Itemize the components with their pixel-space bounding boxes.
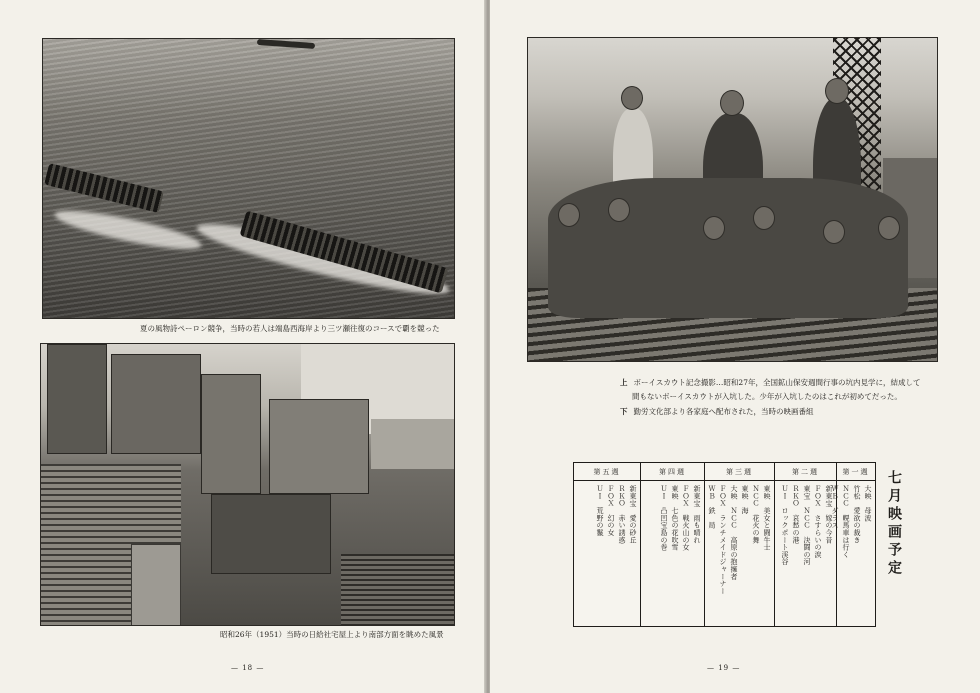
boat-race-caption: 夏の風物詩ペーロン競争，当時の若人は端島西海岸より三ツ瀬往復のコースで覇を競った <box>140 324 440 333</box>
movie-entry: 東映 海 <box>741 485 749 515</box>
week-entries <box>780 485 833 623</box>
movie-entry: 竹松 愛欲の裁き <box>853 485 861 544</box>
upper-caption-line-1 <box>620 377 920 389</box>
building <box>269 399 369 494</box>
head <box>823 220 845 244</box>
head <box>753 206 775 230</box>
movie-entry: ＦＯＸ 戦火山の女 <box>682 485 690 551</box>
movie-entry: ＲＫＯ 哀愁の港 <box>792 485 800 544</box>
week-entries <box>595 485 637 623</box>
movie-entry: ＦＯＸ さすらいの涙 <box>814 485 822 558</box>
page-number-left: — 18 — <box>231 664 265 672</box>
boy-scouts-photo <box>527 37 938 362</box>
head <box>878 216 900 240</box>
schedule-title: 七月映画予定 <box>886 470 902 578</box>
head <box>703 216 725 240</box>
building <box>111 354 201 454</box>
week-column <box>640 463 704 626</box>
lower-caption <box>620 406 814 418</box>
head <box>558 203 580 227</box>
movie-entry: 大映 母波 <box>864 485 872 522</box>
week-label: 第二週 <box>775 463 836 481</box>
caption-mark-lower: 下 <box>620 407 628 416</box>
movie-entry: ＷＢ 鉄 局 <box>708 485 716 529</box>
movie-entry: ＷＢ ダラス <box>831 485 839 529</box>
head <box>608 198 630 222</box>
movie-entry: ＮＣＣ 幌馬車は行く <box>842 485 850 558</box>
head <box>720 90 744 116</box>
movie-entry: 東映 七色の花吹雪 <box>671 485 679 551</box>
week-label: 第一週 <box>837 463 875 481</box>
movie-entry: 大映 ＮＣＣ 高原の抱擁者 <box>730 485 738 580</box>
week-column <box>704 463 774 626</box>
movie-entry: ＵＩ 荒野の鬣 <box>596 485 604 537</box>
movie-schedule-table <box>573 462 876 627</box>
week-label: 第五週 <box>574 463 640 481</box>
rooftop-parapet <box>131 544 181 626</box>
week-entries <box>830 485 872 623</box>
movie-entry: 東宝 ＮＣＣ 決闘の河 <box>803 485 811 566</box>
week-column <box>574 463 640 626</box>
building <box>211 494 331 574</box>
boat-wake <box>52 204 203 257</box>
week-entries <box>659 485 701 623</box>
rowing-boat <box>44 163 164 213</box>
week-label: 第四週 <box>641 463 704 481</box>
scout-group <box>548 178 908 318</box>
movie-entry: ＦＯＸ 幻の女 <box>607 485 615 537</box>
townscape-caption: 昭和26年（1951）当時の日給社宅屋上より南部方面を眺めた風景 <box>220 630 444 639</box>
week-entries <box>707 485 771 623</box>
sea <box>371 419 455 469</box>
week-column <box>831 463 875 626</box>
head <box>621 86 643 110</box>
upper-caption-text: ボーイスカウト記念撮影…昭和27年，全国鉱山保安週間行事の坑内見学に，結成して <box>633 378 921 387</box>
building <box>201 374 261 494</box>
movie-entry: 新東宝 雨も晴れ <box>693 485 701 544</box>
movie-entry: 東映 美女と闘牛士 <box>763 485 771 551</box>
page-number-right: — 19 — <box>707 664 741 672</box>
caption-mark-upper: 上 <box>620 378 628 387</box>
head <box>825 78 849 104</box>
week-column <box>774 463 836 626</box>
townscape-photo <box>40 343 455 626</box>
movie-entry: 新東宝 嫁の今昔 <box>825 485 833 544</box>
building <box>47 344 107 454</box>
movie-entry: ＵＩ ロックポート渓谷 <box>781 485 789 566</box>
upper-caption-line-2: 間もないボーイスカウトが入坑した。少年が入坑したのはこれが初めてだった。 <box>632 392 902 401</box>
movie-entry: ＵＩ 凸凹宝島の巻 <box>660 485 668 551</box>
movie-entry: ＲＫＯ 赤い誘惑 <box>618 485 626 544</box>
lower-caption-text: 勤労文化部より各家庭へ配布された，当時の映画番組 <box>633 407 814 416</box>
movie-entry: ＮＣＣ 花火の舞 <box>752 485 760 544</box>
movie-entry: ＦＯＸ ランチメイドジャーナー <box>719 485 727 595</box>
distant-boat <box>257 39 315 49</box>
left-page <box>0 0 486 693</box>
boat-race-photo <box>42 38 455 319</box>
movie-entry: 新東宝 愛の砂丘 <box>629 485 637 544</box>
tiled-roof <box>341 554 455 626</box>
week-label: 第三週 <box>705 463 774 481</box>
